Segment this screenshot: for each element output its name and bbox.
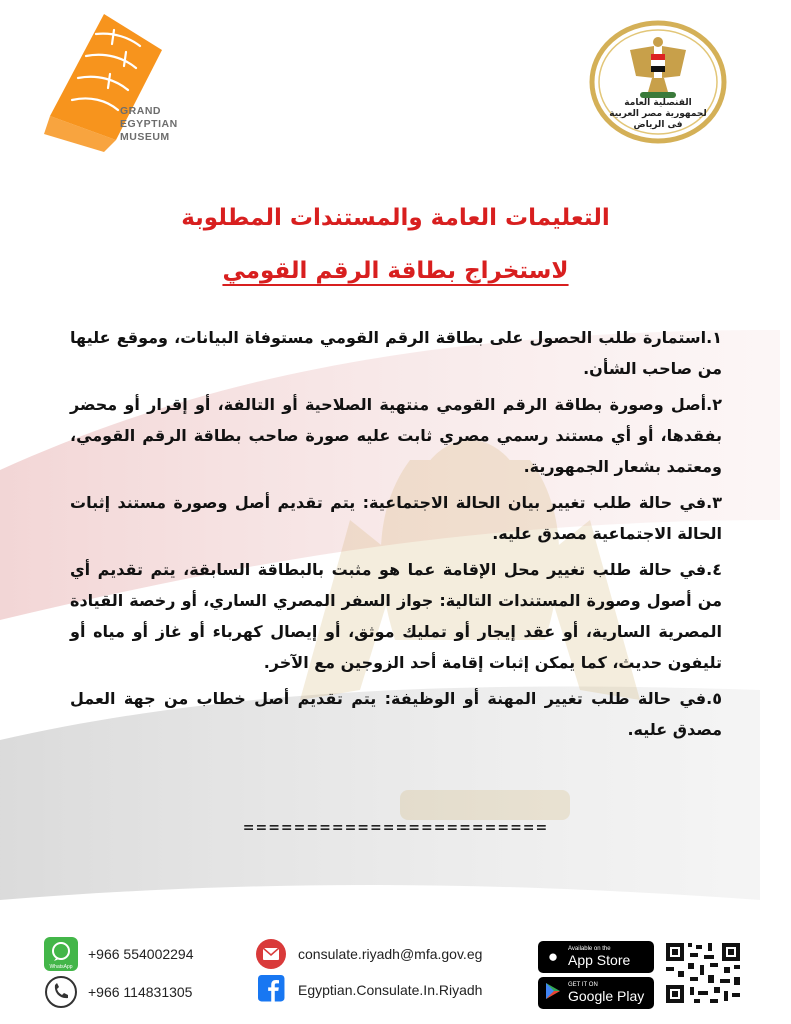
- whatsapp-phone[interactable]: +966 554002294: [88, 946, 194, 962]
- app-store-small-text: Available on the: [568, 946, 611, 952]
- seal-line-2: لجمهورية مصر العربية: [609, 109, 707, 119]
- page-title-line-1: التعليمات العامة والمستندات المطلوبة: [181, 205, 610, 231]
- item-number: ١.: [706, 328, 722, 347]
- whatsapp-label: WhatsApp: [49, 964, 73, 970]
- phone-icon: [44, 975, 78, 1009]
- item-number: ٥.: [706, 689, 722, 708]
- email-icon: [254, 937, 288, 971]
- app-store-button[interactable]: [538, 941, 654, 973]
- phone-number[interactable]: +966 114831305: [88, 984, 193, 1000]
- seal-caption: [596, 98, 720, 131]
- separator-line: ========================: [242, 820, 549, 836]
- page-title-line-2-text: لاستخراج بطاقة الرقم القومي: [222, 258, 569, 284]
- item-text: في حالة طلب تغيير المهنة أو الوظيفة: يتم تقديم أصل خطاب من جهة العمل مصدق عليه.: [70, 689, 722, 739]
- google-play-button[interactable]: [538, 977, 654, 1009]
- qr-code[interactable]: [664, 941, 742, 1005]
- list-item: [70, 554, 722, 678]
- item-text: في حالة طلب تغيير محل الإقامة عما هو مثبت بالبطاقة السابقة، يتم تقديم أي من أصول وصورة المستندات التالية: جواز السفر المصري الساري، أو رخصة القيادة المصرية السارية، أو عقد إيجار أو تمليك موثق، أو إيصال كهرباء أو غاز أو مياه أو تليفون حديث، كما يمكن إثبات إقامة أحد الزوجين مع الآخر.: [70, 560, 722, 672]
- seal-line-3: فى الرياض: [633, 120, 683, 130]
- facebook-contact[interactable]: [258, 975, 482, 1005]
- list-item: [70, 389, 722, 482]
- item-text: أصل وصورة بطاقة الرقم القومي منتهية الصلاحية أو التالفة، أو إقرار أو محضر بفقدها، أو أي مستند رسمي مصري ثابت عليه صورة صاحب بطاقة الرقم القومي، ومعتمد بشعار الجمهورية.: [70, 395, 722, 476]
- facebook-page[interactable]: Egyptian.Consulate.In.Riyadh: [298, 982, 483, 998]
- list-item: [70, 322, 722, 384]
- museum-name-line-3: MUSEUM: [120, 131, 170, 143]
- seal-line-1: القنصلية العامة: [624, 98, 692, 108]
- museum-name: [120, 105, 178, 144]
- facebook-icon: [258, 975, 288, 1005]
- google-play-small-text: GET IT ON: [568, 982, 598, 988]
- item-text: في حالة طلب تغيير بيان الحالة الاجتماعية: يتم تقديم أصل وصورة مستند إثبات الحالة الاجتماعية مصدق عليه.: [70, 493, 722, 543]
- item-text: استمارة طلب الحصول على بطاقة الرقم القومي مستوفاة البيانات، وموقع عليها من صاحب الشأن.: [70, 328, 722, 378]
- email-address[interactable]: consulate.riyadh@mfa.gov.eg: [298, 946, 483, 962]
- whatsapp-contact[interactable]: [44, 937, 194, 971]
- apple-icon: ●: [547, 947, 559, 966]
- museum-name-line-1: GRAND: [120, 105, 161, 117]
- item-number: ٢.: [706, 395, 722, 414]
- app-store-big-text: App Store: [568, 952, 631, 968]
- page-title-line-2: [0, 258, 791, 284]
- google-play-big-text: Google Play: [568, 988, 645, 1004]
- item-number: ٤.: [706, 560, 722, 579]
- phone-contact[interactable]: [44, 975, 192, 1009]
- contact-footer: [0, 935, 791, 1015]
- item-number: ٣.: [706, 493, 722, 512]
- requirements-list: [70, 322, 722, 750]
- list-item: [70, 487, 722, 549]
- museum-name-line-2: EGYPTIAN: [120, 118, 178, 130]
- email-contact[interactable]: [254, 937, 482, 971]
- google-play-icon: [538, 982, 568, 1005]
- whatsapp-icon: [44, 937, 78, 971]
- list-item: [70, 683, 722, 745]
